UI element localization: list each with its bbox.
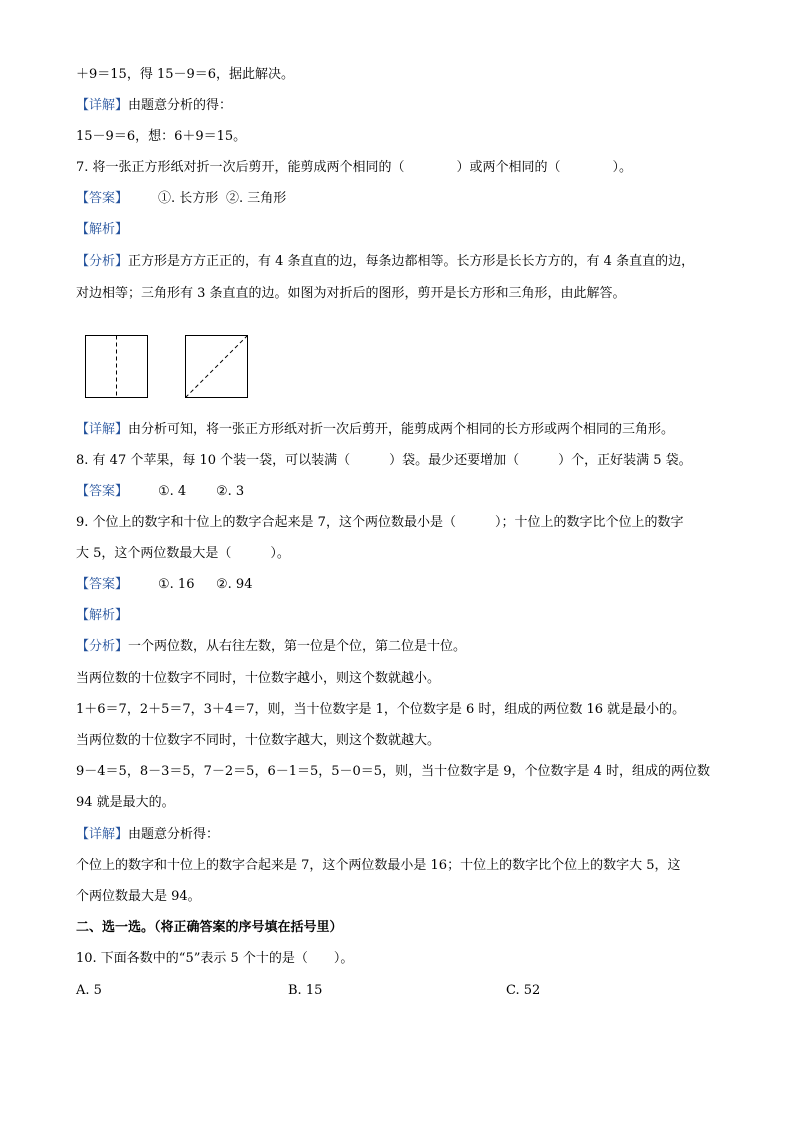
detail-tag: 【详解】: [76, 422, 129, 437]
folded-square-figures: [80, 330, 260, 402]
question-7: 7. 将一张正方形纸对折一次后剪开，能剪成两个相同的（ ）或两个相同的（ ）。: [76, 160, 633, 175]
fenxi-text: 正方形是方方正正的，有 4 条直直的边，每条边都相等。长方形是长长方方的，有 4 条直直的边，: [128, 254, 695, 269]
text-line: 当两位数的十位数字不同时，十位数字越大，则这个数就越大。: [76, 733, 441, 748]
fenxi-text: 一个两位数，从右往左数，第一位是个位，第二位是十位。: [128, 639, 467, 654]
section-heading: 二、选一选。（将正确答案的序号填在括号里）: [76, 920, 343, 935]
answer-item: ②. 三角形: [226, 191, 287, 206]
option-c: C. 52: [506, 983, 541, 998]
answer-item: ①. 长方形: [158, 191, 219, 206]
q9-detail-line: [76, 826, 219, 844]
text-line: 1＋6＝7，2＋5＝7，3＋4＝7，则，当十位数字是 1，个位数字是 6 时，组成的两位数 16 就是最小的。: [76, 702, 686, 717]
answer-item: ②. 3: [216, 484, 245, 499]
text-line: 9－4＝5，8－3＝5，7－2＝5，6－1＝5，5－0＝5，则，当十位数字是 9，个位数字是 4 时，组成的两位数: [76, 764, 711, 779]
answer-item: ②. 94: [216, 577, 253, 592]
answer-item: ①. 4: [158, 484, 187, 499]
question-9-line: 大 5，这个两位数最大是（ ）。: [76, 546, 290, 561]
text-line: 个位上的数字和十位上的数字合起来是 7，这个两位数最小是 16；十位上的数字比个位上的数字大 5，这: [76, 858, 681, 873]
detail-text: 由分析可知，将一张正方形纸对折一次后剪开，能剪成两个相同的长方形或两个相同的三角形。: [128, 422, 675, 437]
text-line: 个两位数最大是 94。: [76, 889, 201, 904]
q7-fenxi-line: 对边相等；三角形有 3 条直直的边。如图为对折后的图形，剪开是长方形和三角形，由此解答。: [76, 286, 626, 301]
question-10: 10. 下面各数中的“5”表示 5 个十的是（ ）。: [76, 951, 354, 966]
text-line: 当两位数的十位数字不同时，十位数字越小，则这个数就越小。: [76, 671, 441, 686]
option-b: B. 15: [288, 983, 323, 998]
analysis-tag: 【解析】: [76, 222, 129, 237]
detail-text: 由题意分析的得：: [128, 98, 233, 113]
q7-fenxi-line: [76, 253, 694, 271]
q8-answer: [76, 483, 244, 501]
answer-tag: 【答案】: [76, 484, 129, 499]
answer-item: ①. 16: [158, 577, 195, 592]
text-line: 15－9＝6，想：6＋9＝15。: [76, 129, 247, 144]
q7-answer: [76, 190, 286, 208]
q9-fenxi-line: [76, 638, 466, 656]
detail-text: 由题意分析得：: [128, 827, 220, 842]
q9-answer: [76, 576, 252, 594]
text-line: 94 就是最大的。: [76, 795, 175, 810]
question-8: 8. 有 47 个苹果，每 10 个装一袋，可以装满（ ）袋。最少还要增加（ ）个，正好装满 5 袋。: [76, 453, 692, 468]
detail-line: [76, 97, 232, 115]
diagonal-fold-line: [186, 336, 248, 398]
question-9-line: 9. 个位上的数字和十位上的数字合起来是 7，这个两位数最小是（ ）；十位上的数字比个位上的数字: [76, 515, 684, 530]
answer-tag: 【答案】: [76, 191, 129, 206]
detail-tag: 【详解】: [76, 98, 129, 113]
answer-tag: 【答案】: [76, 577, 129, 592]
analysis-tag: 【解析】: [76, 608, 129, 623]
fenxi-tag: 【分析】: [76, 639, 129, 654]
option-a: A. 5: [76, 983, 102, 998]
fenxi-tag: 【分析】: [76, 254, 129, 269]
text-line: ＋9＝15，得 15－9＝6，据此解决。: [76, 67, 295, 82]
q7-detail-line: [76, 421, 674, 439]
detail-tag: 【详解】: [76, 827, 129, 842]
